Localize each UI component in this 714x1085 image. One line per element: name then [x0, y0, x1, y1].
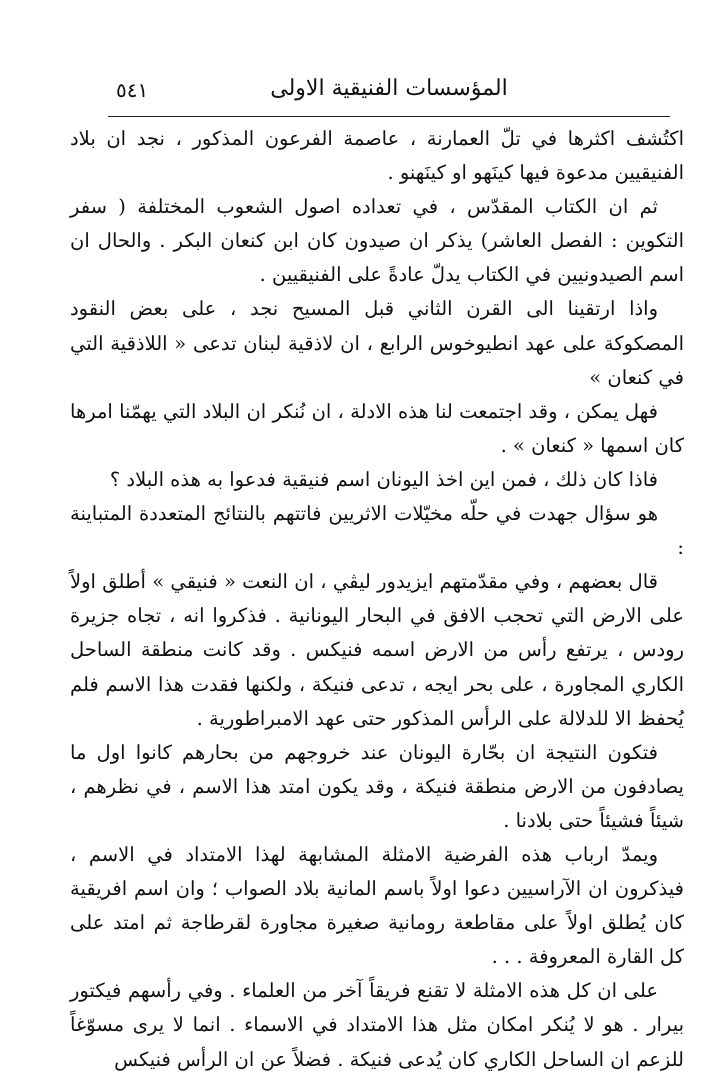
paragraph: فهل يمكن ، وقد اجتمعت لنا هذه الادلة ، ان نُنكر ان البلاد التي يهمّنا امرها كان اسمها « كنعان » . — [70, 399, 684, 457]
paragraph: قال بعضهم ، وفي مقدّمتهم ايزيدور ليڤي ، ان النعت « فنيقي » أطلق اولاً على الارض التي تحجب الافق في البحار اليونانية . فذكروا انه ، تجاه جزيرة رودس ، يرتفع رأس من الارض اسمه فنيكس . وقد كانت منطقة الساحل الكاري المجاورة ، على بحر ايجه ، تدعى فنيكة ، ولكنها فقدت هذا الاسم فلم يُحفظ الا للدلالة على الرأس المذكور حتى عهد الامبراطورية . — [70, 570, 684, 730]
paragraph: اكتُشف اكثرها في تلّ العمارنة ، عاصمة الفرعون المذكور ، نجد ان بلاد الفنيقيين مدعوة فيها كينَهو او كينَهنو . — [70, 127, 684, 185]
paragraph: ويمدّ ارباب هذه الفرضية الامثلة المشابهة لهذا الامتداد في الاسم ، فيذكرون ان الآراسيين دعوا اولاً باسم المانية بلاد الصواب ؛ وان اسم افريقية كان يُطلق اولاً على مقاطعة رومانية صغيرة مجاورة لقرطاجة ثم امتد على كل القارة المعروفة . . . — [70, 842, 684, 969]
paragraph: واذا ارتقينا الى القرن الثاني قبل المسيح نجد ، على بعض النقود المصكوكة على عهد انطيوخوس الرابع ، ان لاذقية لبنان تدعى « اللاذقية التي في كنعان » — [70, 297, 684, 389]
page-number: ٥٤١ — [116, 78, 149, 102]
running-title: المؤسسات الفنيقية الاولى — [270, 76, 508, 101]
paragraph: ثم ان الكتاب المقدّس ، في تعداده اصول الشعوب المختلفة ( سفر التكوين : الفصل العاشر) يذكر ان صيدون كان ابن كنعان البكر . والحال ان اسم الصيدونيين في الكتاب يدلّ عادةً على الفنيقيين . — [70, 195, 684, 287]
body-text — [70, 122, 684, 1077]
paragraph: فتكون النتيجة ان بحّارة اليونان عند خروجهم من بحارهم كانوا اول ما يصادفون من الارض منطقة فنيكة ، وقد يكون امتد هذا الاسم ، في نظرهم ، شيئاً فشيئاً حتى بلادنا . — [70, 740, 684, 832]
paragraph: فاذا كان ذلك ، فمن اين اخذ اليونان اسم فنيقية فدعوا به هذه البلاد ؟ — [109, 467, 658, 491]
page-header — [108, 68, 670, 117]
paragraph: على ان كل هذه الامثلة لا تقنع فريقاً آخر من العلماء . وفي رأسهم فيكتور بيرار . هو لا يُنكر امكان مثل هذا الامتداد في الاسماء . انما لا يرى مسوّغاً للزعم ان الساحل الكاري كان يُدعى فنيكة . فضلاً عن ان الرأس فنيكس — [70, 979, 684, 1071]
paragraph: هو سؤال جهدت في حلّه مخيّلات الاثريين فاتتهم بالنتائج المتعددة المتباينة : — [70, 502, 684, 560]
